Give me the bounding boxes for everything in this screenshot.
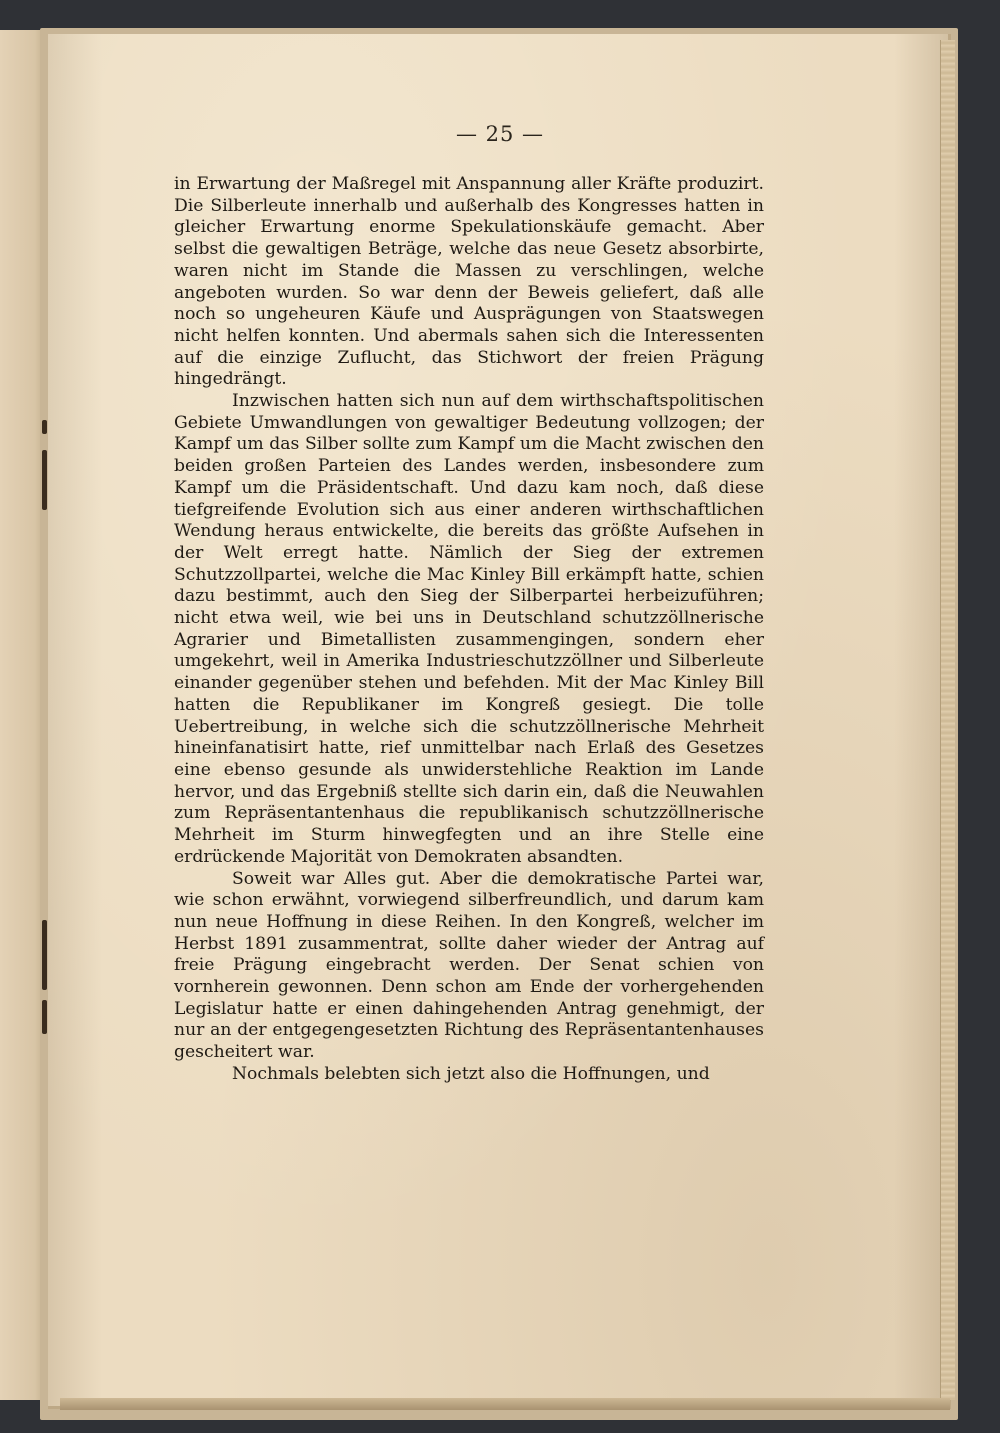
page-edge-right bbox=[940, 40, 955, 1400]
body-text bbox=[174, 174, 764, 1086]
page-number: — 25 — bbox=[455, 122, 545, 146]
paragraph-1: in Erwartung der Maßregel mit Anspannung aller Kräfte produzirt. Die Silberleute innerhalb und außerhalb des Kongresses hatten in gleicher Erwartung enorme Spekulationskäufe gemacht. Aber selbst die gewaltigen Beträge, welche das neue Gesetz absorbirte, waren nicht im Stande die Massen zu verschlingen, welche angeboten wurden. So war denn der Beweis geliefert, daß alle noch so ungeheuren Käufe und Ausprägungen von Staatswegen nicht helfen konnten. Und abermals sahen sich die Interessenten auf die einzige Zuflucht, das Stichwort der freien Prägung hingedrängt. bbox=[174, 174, 764, 390]
paragraph-2: Inzwischen hatten sich nun auf dem wirthschaftspolitischen Gebiete Umwandlungen von gewaltiger Bedeutung vollzogen; der Kampf um das Silber sollte zum Kampf um die Macht zwischen den beiden großen Parteien des Landes werden, insbesondere zum Kampf um die Präsidentschaft. Und dazu kam noch, daß diese tiefgreifende Evolution sich aus einer anderen wirthschaftlichen Wendung heraus entwickelte, die bereits das größte Aufsehen in der Welt erregt hatte. Nämlich der Sieg der extremen Schutzzollpartei, welche die Mac Kinley Bill erkämpft hatte, schien dazu bestimmt, auch den Sieg der Silberpartei herbeizuführen; nicht etwa weil, wie bei uns in Deutschland schutzzöllnerische Agrarier und Bimetallisten zusammengingen, sondern eher umgekehrt, weil in Amerika Industrieschutzzöllner und Silberleute einander gegenüber stehen und befehden. Mit der Mac Kinley Bill hatten die Republikaner im Kongreß gesiegt. Die tolle Uebertreibung, in welche sich die schutzzöllnerische Mehrheit hineinfanatisirt hatte, rief unmittelbar nach Erlaß des Gesetzes eine ebenso gesunde als unwiderstehliche Reaktion im Lande hervor, und das Ergebniß stellte sich darin ein, daß die Neuwahlen zum Repräsentantenhaus die republikanisch schutzzöllnerische Mehrheit im Sturm hinwegfegten und an ihre Stelle eine erdrückende Majorität von Demokraten absandten. bbox=[174, 391, 764, 867]
page-edge-bottom bbox=[60, 1398, 950, 1410]
stitch-mark bbox=[42, 1000, 47, 1034]
paragraph-3: Soweit war Alles gut. Aber die demokratische Partei war, wie schon erwähnt, vorwiegend silberfreundlich, und darum kam nun neue Hoffnung in diese Reihen. In den Kongreß, welcher im Herbst 1891 zusammentrat, sollte daher wieder der Antrag auf freie Prägung eingebracht werden. Der Senat schien von vornherein gewonnen. Denn schon am Ende der vorhergehenden Legislatur hatte er einen dahingehenden Antrag genehmigt, der nur an der entgegengesetzten Richtung des Repräsentantenhauses gescheitert war. bbox=[174, 868, 764, 1063]
paragraph-4: Nochmals belebten sich jetzt also die Hoffnungen, und bbox=[232, 1063, 710, 1084]
stitch-mark bbox=[42, 920, 47, 990]
stitch-mark bbox=[42, 420, 47, 434]
stitch-mark bbox=[42, 450, 47, 510]
binding-stitch-marks bbox=[38, 420, 52, 1040]
